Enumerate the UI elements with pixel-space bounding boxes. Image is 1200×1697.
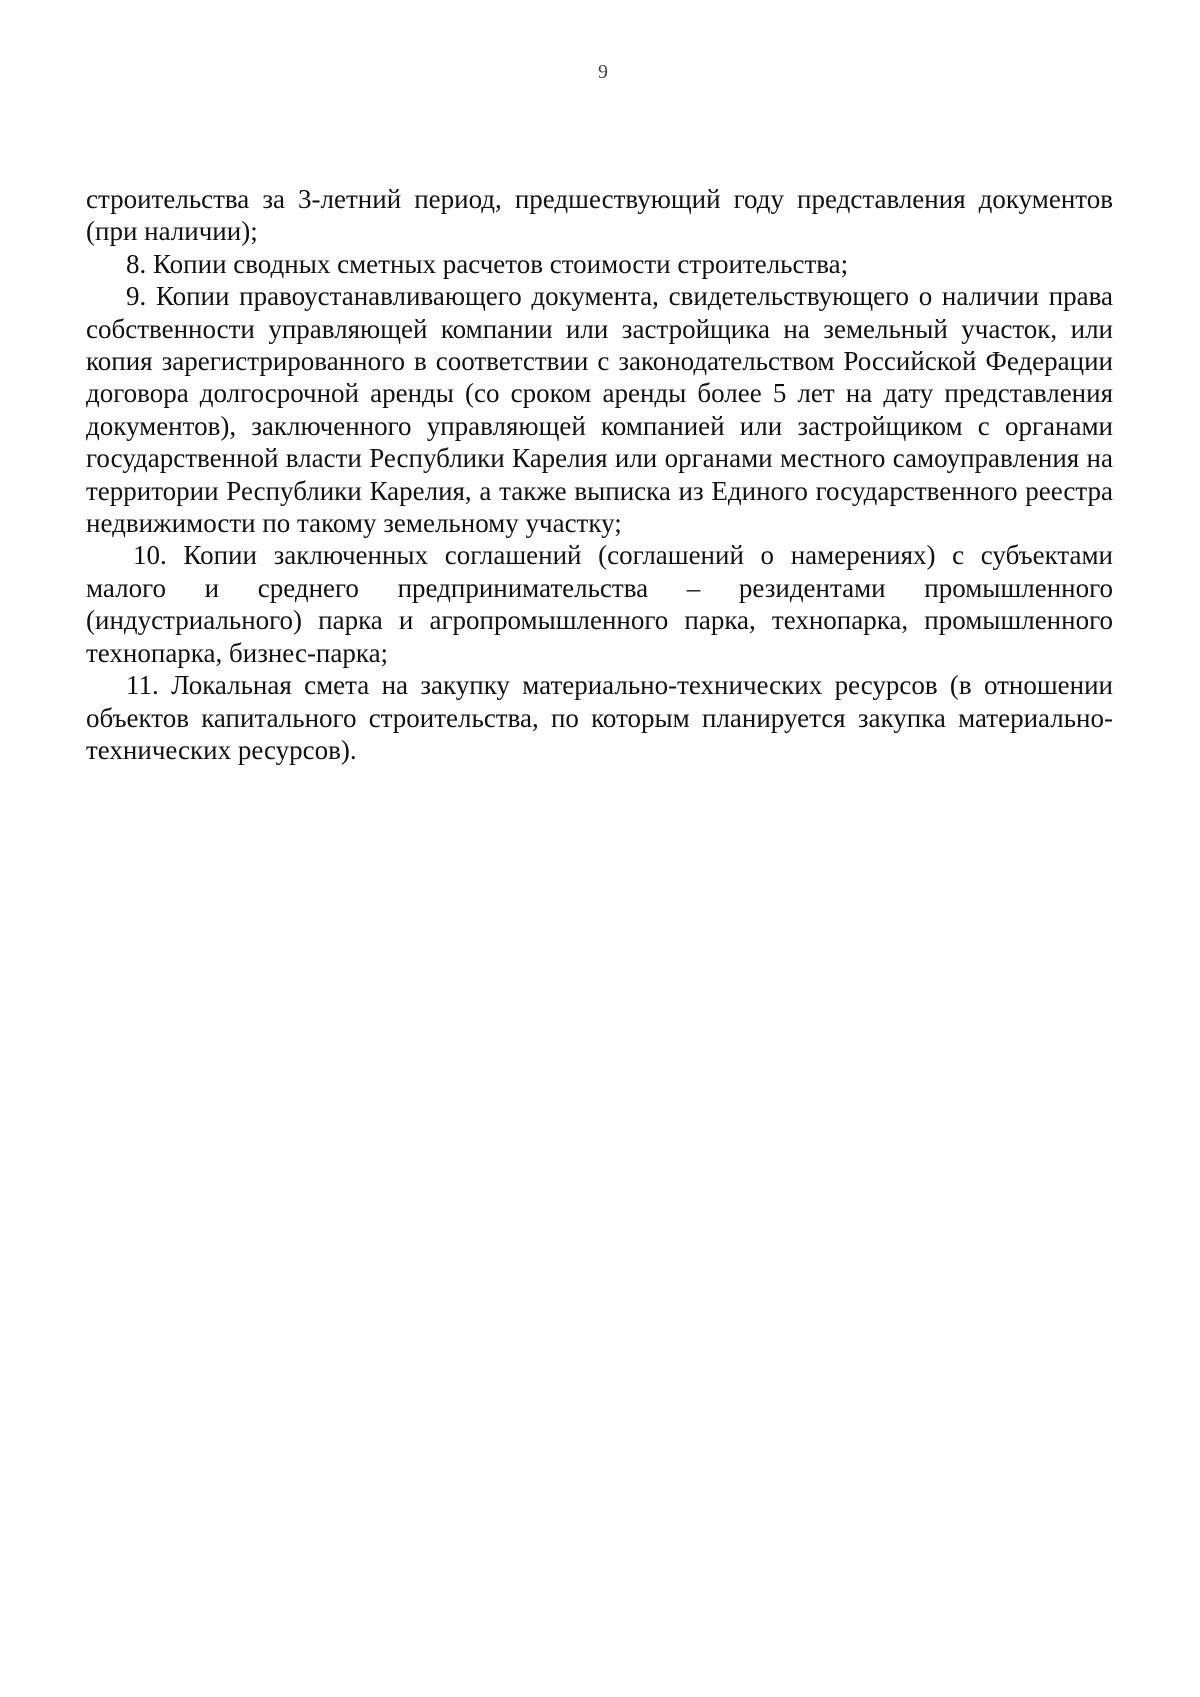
page-number: 9: [598, 61, 608, 83]
paragraph-item-9: 9. Копии правоустанавливающего документа, свидетельствующего о наличии права собственности управляющей компании или застройщика на земельный участок, или копия зарегистрированного в соответствии с законодательством Российской Федерации договора долгосрочной аренды (со сроком аренды более 5 лет на дату представления документов), заключенного управляющей компанией или застройщиком с органами государственной власти Республики Карелия или органами местного самоуправления на территории Республики Карелия, а также выписка из Единого государственного реестра недвижимости по такому земельному участку;: [86, 281, 1113, 539]
document-body: [86, 183, 1113, 766]
paragraph-item-11: 11. Локальная смета на закупку материально-технических ресурсов (в отношении объектов капитального строительства, по которым планируется закупка материально-технических ресурсов).: [86, 670, 1113, 765]
paragraph-item-8: 8. Копии сводных сметных расчетов стоимости строительства;: [126, 248, 849, 279]
paragraph-item-10: 10. Копии заключенных соглашений (соглашений о намерениях) с субъектами малого и среднего предпринимательства – резидентами промышленного (индустриального) парка и агропромышленного парка, технопарка, промышленного технопарка, бизнес-парка;: [86, 540, 1113, 668]
paragraph-continuation: строительства за 3-летний период, предшествующий году представления документов (при наличии);: [86, 184, 1113, 247]
